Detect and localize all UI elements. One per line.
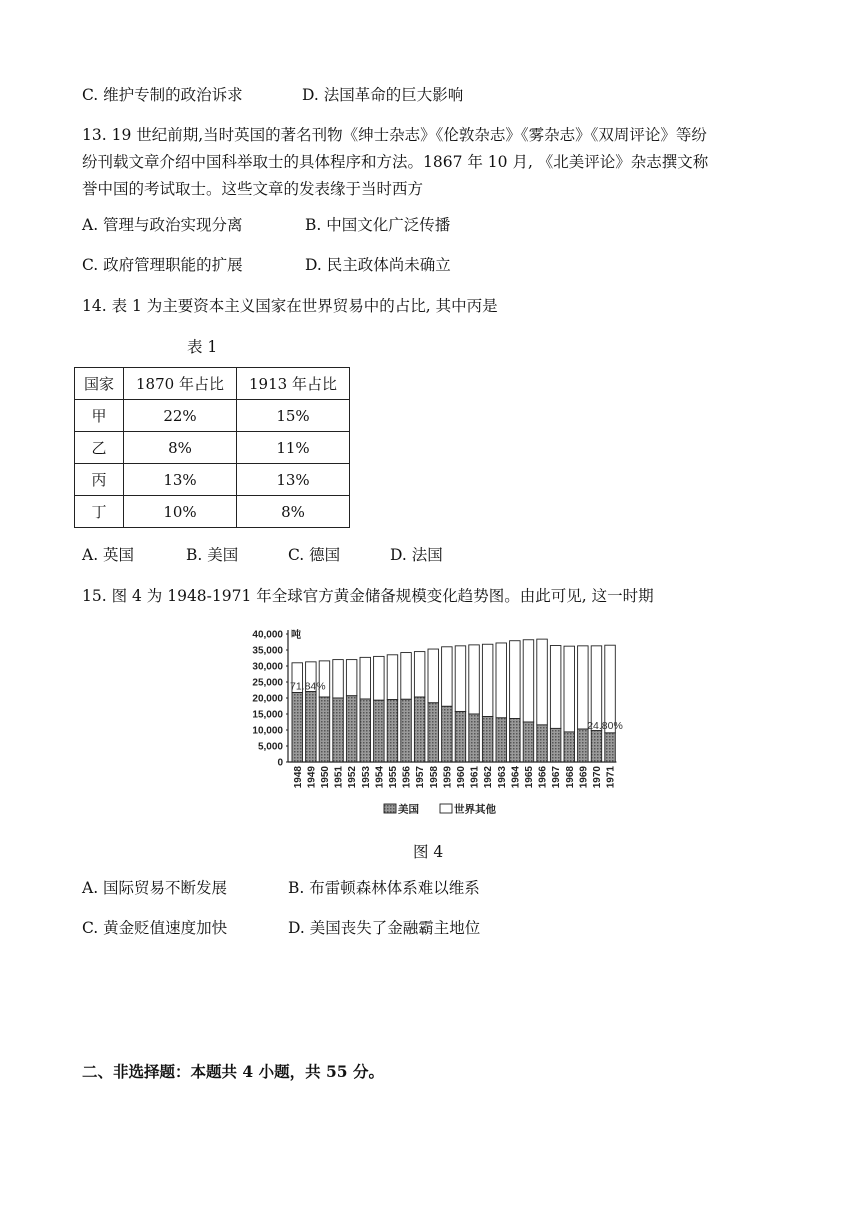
bar-us bbox=[523, 722, 534, 762]
bar-world-other bbox=[455, 646, 466, 712]
bar-us bbox=[605, 733, 616, 762]
legend-label-us: 美国 bbox=[398, 803, 419, 816]
bar-world-other bbox=[564, 646, 575, 732]
q14-option-a: A. 英国 bbox=[82, 546, 135, 564]
legend-swatch-other bbox=[440, 804, 452, 813]
x-tick-label: 1956 bbox=[401, 766, 413, 789]
bar-us bbox=[346, 696, 357, 762]
bar-world-other bbox=[360, 657, 371, 699]
bar-world-other bbox=[482, 644, 493, 716]
q12-option-d: D. 法国革命的巨大影响 bbox=[302, 86, 464, 104]
bar-world-other bbox=[537, 639, 548, 725]
x-tick-label: 1949 bbox=[306, 766, 318, 789]
table-header-cell: 1870 年占比 bbox=[124, 368, 237, 400]
y-tick-label: 5,000 bbox=[257, 741, 283, 753]
table-cell: 丁 bbox=[75, 496, 124, 528]
bar-us bbox=[496, 718, 507, 762]
x-tick-label: 1958 bbox=[428, 766, 440, 789]
bar-world-other bbox=[333, 660, 344, 698]
bar-world-other bbox=[414, 652, 425, 697]
bar-world-other bbox=[387, 655, 398, 700]
bar-world-other bbox=[374, 656, 385, 700]
y-tick-label: 10,000 bbox=[252, 725, 283, 737]
q13-option-a: A. 管理与政治实现分离 bbox=[82, 216, 243, 234]
bar-us bbox=[455, 711, 466, 762]
q15-option-d: D. 美国丧失了金融霸主地位 bbox=[288, 919, 481, 937]
bar-us bbox=[306, 692, 317, 762]
x-tick-label: 1965 bbox=[523, 766, 535, 789]
q15-option-a: A. 国际贸易不断发展 bbox=[82, 879, 228, 897]
q14-option-c: C. 德国 bbox=[288, 546, 341, 564]
x-tick-label: 1957 bbox=[415, 766, 427, 789]
y-unit-label: 吨 bbox=[291, 630, 301, 641]
q12-option-c: C. 维护专制的政治诉求 bbox=[82, 86, 243, 104]
table-cell: 10% bbox=[124, 496, 237, 528]
table-cell: 22% bbox=[124, 400, 237, 432]
bar-us bbox=[482, 717, 493, 762]
bar-us bbox=[578, 729, 589, 762]
bar-us bbox=[360, 699, 371, 762]
q13-option-d: D. 民主政体尚未确立 bbox=[305, 256, 451, 274]
bar-world-other bbox=[346, 660, 357, 696]
x-tick-label: 1968 bbox=[564, 766, 576, 789]
bar-world-other bbox=[496, 643, 507, 718]
y-tick-label: 0 bbox=[277, 757, 283, 769]
bar-world-other bbox=[578, 646, 589, 729]
x-tick-label: 1951 bbox=[333, 766, 345, 789]
q13-stem-line-1: 13. 19 世纪前期,当时英国的著名刊物《绅士杂志》《伦敦杂志》《雾杂志》《双周评论》等纷 bbox=[82, 126, 707, 144]
x-tick-label: 1948 bbox=[292, 766, 304, 789]
bar-world-other bbox=[442, 647, 453, 707]
table-cell: 8% bbox=[237, 496, 350, 528]
bar-world-other bbox=[469, 645, 480, 714]
gold-reserve-chart bbox=[240, 622, 630, 822]
q14-stem: 14. 表 1 为主要资本主义国家在世界贸易中的占比, 其中丙是 bbox=[82, 297, 498, 315]
x-tick-label: 1954 bbox=[374, 766, 386, 789]
x-tick-label: 1967 bbox=[551, 766, 563, 789]
y-tick-label: 40,000 bbox=[252, 629, 283, 641]
bar-world-other bbox=[591, 646, 602, 731]
q13-option-c: C. 政府管理职能的扩展 bbox=[82, 256, 243, 274]
x-tick-label: 1950 bbox=[319, 766, 331, 789]
bar-us bbox=[469, 714, 480, 762]
bar-us bbox=[414, 697, 425, 762]
q15-option-b: B. 布雷顿森林体系难以维系 bbox=[288, 879, 480, 897]
x-tick-label: 1966 bbox=[537, 766, 549, 789]
x-tick-label: 1971 bbox=[605, 766, 617, 789]
bar-us bbox=[374, 700, 385, 762]
q13-stem-line-2: 纷刊载文章介绍中国科举取士的具体程序和方法。1867 年 10 月, 《北美评论》杂志撰文称 bbox=[82, 153, 709, 171]
y-tick-label: 25,000 bbox=[252, 677, 283, 689]
x-tick-label: 1953 bbox=[360, 766, 372, 789]
bar-world-other bbox=[523, 640, 534, 722]
x-tick-label: 1970 bbox=[591, 766, 603, 789]
q14-option-b: B. 美国 bbox=[186, 546, 239, 564]
y-tick-label: 30,000 bbox=[252, 661, 283, 673]
q15-stem: 15. 图 4 为 1948-1971 年全球官方黄金储备规模变化趋势图。由此可见, 这一时期 bbox=[82, 587, 654, 605]
bar-us bbox=[401, 699, 412, 762]
bar-world-other bbox=[550, 646, 561, 729]
table-1-title: 表 1 bbox=[187, 338, 218, 356]
table-header-cell: 1913 年占比 bbox=[237, 368, 350, 400]
table-1 bbox=[74, 367, 350, 528]
figure-4-caption: 图 4 bbox=[413, 843, 444, 861]
x-tick-label: 1960 bbox=[455, 766, 467, 789]
q14-option-d: D. 法国 bbox=[390, 546, 443, 564]
x-tick-label: 1952 bbox=[347, 766, 359, 789]
x-tick-label: 1964 bbox=[510, 766, 522, 789]
table-header-row bbox=[75, 368, 350, 400]
q13-stem-line-3: 誉中国的考试取士。这些文章的发表缘于当时西方 bbox=[82, 180, 424, 198]
y-tick-label: 15,000 bbox=[252, 709, 283, 721]
section-2-heading: 二、非选择题：本题共 4 小题，共 55 分。 bbox=[82, 1062, 384, 1081]
legend-swatch-us bbox=[384, 804, 396, 813]
x-tick-label: 1961 bbox=[469, 766, 481, 789]
x-tick-label: 1959 bbox=[442, 766, 454, 789]
x-tick-label: 1955 bbox=[387, 766, 399, 789]
q15-option-c: C. 黄金贬值速度加快 bbox=[82, 919, 228, 937]
table-cell: 11% bbox=[237, 432, 350, 464]
x-tick-label: 1969 bbox=[578, 766, 590, 789]
bar-us bbox=[428, 703, 439, 762]
x-tick-label: 1963 bbox=[496, 766, 508, 789]
bar-us bbox=[442, 706, 453, 762]
bar-us bbox=[292, 693, 303, 762]
bar-us bbox=[550, 728, 561, 762]
table-cell: 丙 bbox=[75, 464, 124, 496]
table-cell: 15% bbox=[237, 400, 350, 432]
table-cell: 乙 bbox=[75, 432, 124, 464]
legend-label-other: 世界其他 bbox=[454, 803, 496, 816]
bar-us bbox=[510, 718, 520, 762]
table-cell: 13% bbox=[124, 464, 237, 496]
bar-us bbox=[591, 731, 602, 762]
annotation-1971-share: 24.80% bbox=[587, 719, 623, 732]
bar-us bbox=[387, 700, 398, 762]
bar-us bbox=[333, 698, 344, 762]
table-header-cell: 国家 bbox=[75, 368, 124, 400]
bar-us bbox=[564, 732, 575, 762]
y-tick-label: 35,000 bbox=[252, 645, 283, 657]
y-tick-label: 20,000 bbox=[252, 693, 283, 705]
q13-option-b: B. 中国文化广泛传播 bbox=[305, 216, 451, 234]
bar-us bbox=[537, 725, 548, 762]
table-cell: 8% bbox=[124, 432, 237, 464]
table-row bbox=[75, 464, 350, 496]
bar-world-other bbox=[510, 641, 520, 719]
table-row bbox=[75, 400, 350, 432]
bar-world-other bbox=[428, 649, 439, 703]
table-cell: 甲 bbox=[75, 400, 124, 432]
annotation-1948-share: 71.84% bbox=[290, 680, 326, 693]
bar-world-other bbox=[401, 653, 412, 700]
x-tick-label: 1962 bbox=[483, 766, 495, 789]
bar-us bbox=[319, 697, 330, 762]
table-row bbox=[75, 432, 350, 464]
table-row bbox=[75, 496, 350, 528]
table-cell: 13% bbox=[237, 464, 350, 496]
